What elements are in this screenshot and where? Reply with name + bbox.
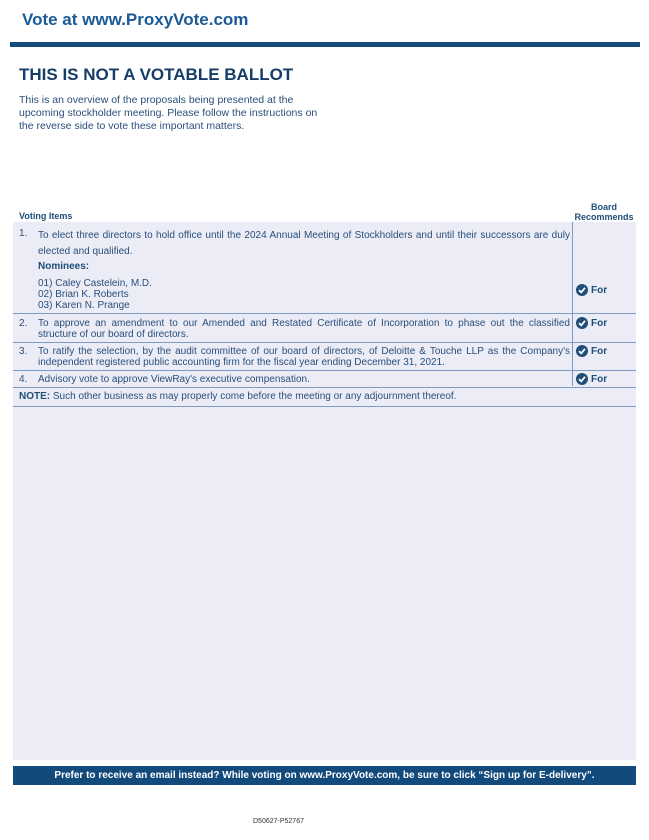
nominee-3: 03) Karen N. Prange xyxy=(38,300,130,311)
item-text: To approve an amendment to our Amended and Restated Certificate of Incorporation to phase out the classified structure of our board of directors. xyxy=(38,318,570,340)
note-text: Such other business as may properly come before the meeting or any adjournment thereof. xyxy=(52,391,457,402)
voting-item-4 xyxy=(13,371,636,388)
item-text: To elect three directors to hold office until the 2024 Annual Meeting of Stockholders and until their successors are duly elected and qualified. xyxy=(38,230,570,257)
nominee-1: 01) Caley Castelein, M.D. xyxy=(38,278,152,289)
header-rule xyxy=(10,42,640,47)
checkmark-icon xyxy=(576,317,588,329)
recommendation-label: For xyxy=(591,317,608,329)
recommendation-label: For xyxy=(591,345,608,357)
item-text: To ratify the selection, by the audit committee of our board of directors, of Deloitte & Touche LLP as the Company's independent registered public accounting firm for the fiscal year ending December 31, 2021. xyxy=(38,346,570,368)
recommendation-label: For xyxy=(591,373,608,385)
voting-items-header: Voting Items xyxy=(19,211,73,221)
checkmark-icon xyxy=(576,345,588,357)
item-number: 3. xyxy=(19,346,28,357)
board-recommends-header: Board Recommends xyxy=(574,202,634,222)
item-number: 4. xyxy=(19,374,28,385)
note xyxy=(19,391,456,402)
item-number: 1. xyxy=(19,228,28,239)
ballot-intro: This is an overview of the proposals being presented at the upcoming stockholder meeting. Please follow the instructions on the reverse side to vote these important matters. xyxy=(19,94,318,132)
recommendation-item-1 xyxy=(576,284,607,296)
recommendation-item-4 xyxy=(576,373,607,385)
note-rule xyxy=(13,406,636,407)
ballot-title: THIS IS NOT A VOTABLE BALLOT xyxy=(19,65,294,84)
recommendation-item-3 xyxy=(576,345,607,357)
proxyvote-header-title: Vote at www.ProxyVote.com xyxy=(22,10,249,29)
item-text: Advisory vote to approve ViewRay's executive compensation. xyxy=(38,374,310,385)
nominees-label: Nominees: xyxy=(38,261,90,272)
checkmark-icon xyxy=(576,284,588,296)
edelivery-banner: Prefer to receive an email instead? While voting on www.ProxyVote.com, be sure to click “Sign up for E-delivery”. xyxy=(13,766,636,785)
checkmark-icon xyxy=(576,373,588,385)
voting-item-1 xyxy=(13,222,636,314)
voting-item-3 xyxy=(13,343,636,371)
document-code: D50627-P52767 xyxy=(253,818,304,825)
recommendation-label: For xyxy=(591,284,608,296)
note-label: NOTE: xyxy=(19,391,51,402)
recommendation-item-2 xyxy=(576,317,607,329)
item-number: 2. xyxy=(19,318,28,329)
nominee-2: 02) Brian K. Roberts xyxy=(38,289,129,300)
voting-item-2 xyxy=(13,314,636,343)
